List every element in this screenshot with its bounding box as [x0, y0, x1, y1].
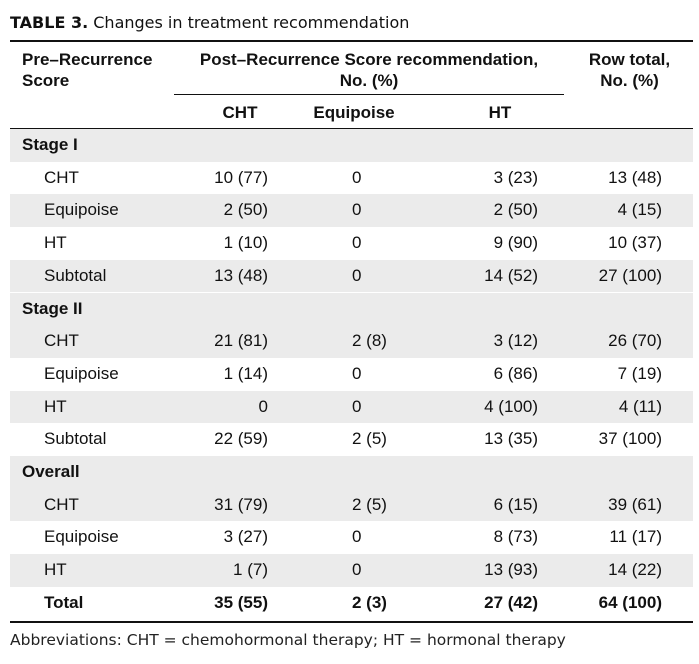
row-label: HT	[44, 396, 67, 416]
row-label: Subtotal	[44, 429, 107, 449]
cell-cht: 31 (79)	[214, 494, 268, 514]
cell-row-total: 39 (61)	[608, 494, 662, 514]
row-label: HT	[44, 560, 67, 580]
cell-ht: 9 (90)	[493, 233, 538, 253]
cell-cht: 13 (48)	[214, 265, 268, 285]
header-cht: CHT	[222, 103, 258, 122]
cell-equipoise: 0	[352, 167, 362, 187]
cell-equipoise: 0	[352, 527, 362, 547]
row-label: CHT	[44, 494, 79, 514]
cell-cht: 10 (77)	[214, 167, 268, 187]
cell-cht: 1 (7)	[233, 560, 268, 580]
header-ht: HT	[488, 103, 512, 122]
cell-row-total: 26 (70)	[608, 331, 662, 351]
cell-equipoise: 0	[352, 560, 362, 580]
header-equipoise: Equipoise	[313, 103, 395, 122]
cell-cht: 3 (27)	[223, 527, 268, 547]
cell-equipoise: 2 (8)	[352, 331, 387, 351]
header-spanner-rule	[174, 94, 564, 95]
header-row-total	[566, 49, 693, 91]
top-rule	[10, 40, 693, 42]
header-pre-line1: Pre–Recurrence	[22, 50, 153, 69]
cell-row-total: 14 (22)	[608, 560, 662, 580]
table-number: TABLE 3.	[10, 13, 89, 32]
header-post-line1: Post–Recurrence Score recommendation,	[199, 50, 539, 69]
cell-cht: 1 (10)	[223, 233, 268, 253]
section-heading: Stage II	[22, 298, 83, 318]
cell-row-total: 4 (11)	[618, 396, 662, 416]
row-label: CHT	[44, 167, 79, 187]
cell-equipoise: 0	[352, 233, 362, 253]
cell-ht: 6 (15)	[493, 494, 538, 514]
cell-cht: 2 (50)	[223, 200, 268, 220]
header-pre-line2: Score	[22, 71, 70, 90]
row-label: Equipoise	[44, 527, 119, 547]
cell-row-total: 37 (100)	[598, 429, 662, 449]
cell-cht: 22 (59)	[214, 429, 268, 449]
cell-row-total: 13 (48)	[608, 167, 662, 187]
cell-cht: 1 (14)	[223, 363, 268, 383]
cell-row-total: 64 (100)	[598, 592, 662, 612]
row-label: CHT	[44, 331, 79, 351]
cell-ht: 13 (93)	[484, 560, 538, 580]
row-label: Equipoise	[44, 363, 119, 383]
cell-ht: 3 (23)	[493, 167, 538, 187]
table-caption: Changes in treatment recommendation	[93, 13, 410, 32]
header-post-recurrence	[172, 49, 566, 91]
table-title	[10, 13, 409, 32]
cell-row-total: 7 (19)	[617, 363, 662, 383]
cell-ht: 3 (12)	[493, 331, 538, 351]
section-heading: Overall	[22, 462, 80, 481]
header-pre-recurrence	[22, 49, 152, 91]
header-row-line1: Row total,	[588, 50, 671, 69]
cell-equipoise: 2 (5)	[352, 429, 387, 449]
row-label: Total	[44, 592, 84, 612]
cell-ht: 14 (52)	[484, 265, 538, 285]
cell-cht: 35 (55)	[214, 592, 268, 612]
cell-row-total: 11 (17)	[609, 527, 662, 547]
cell-ht: 13 (35)	[484, 429, 538, 449]
cell-equipoise: 0	[352, 363, 362, 383]
cell-ht: 27 (42)	[484, 592, 538, 612]
cell-cht: 0	[258, 396, 268, 416]
bottom-rule	[10, 621, 693, 623]
header-post-line2: No. (%)	[339, 71, 399, 90]
cell-equipoise: 0	[352, 396, 362, 416]
row-label: HT	[44, 233, 67, 253]
cell-equipoise: 2 (5)	[352, 494, 387, 514]
header-row-line2: No. (%)	[600, 71, 659, 90]
cell-row-total: 4 (15)	[617, 200, 662, 220]
cell-row-total: 27 (100)	[598, 265, 662, 285]
row-label: Subtotal	[44, 265, 107, 285]
cell-equipoise: 0	[352, 265, 362, 285]
cell-row-total: 10 (37)	[608, 233, 662, 253]
cell-ht: 8 (73)	[493, 527, 538, 547]
cell-ht: 4 (100)	[484, 396, 538, 416]
row-label: Equipoise	[44, 200, 119, 220]
table-footnote: Abbreviations: CHT = chemohormonal therapy; HT = hormonal therapy	[10, 631, 566, 649]
cell-ht: 2 (50)	[493, 200, 538, 220]
cell-equipoise: 2 (3)	[352, 592, 387, 612]
cell-ht: 6 (86)	[493, 363, 538, 383]
cell-cht: 21 (81)	[214, 331, 268, 351]
cell-equipoise: 0	[352, 200, 362, 220]
section-heading: Stage I	[22, 135, 78, 154]
